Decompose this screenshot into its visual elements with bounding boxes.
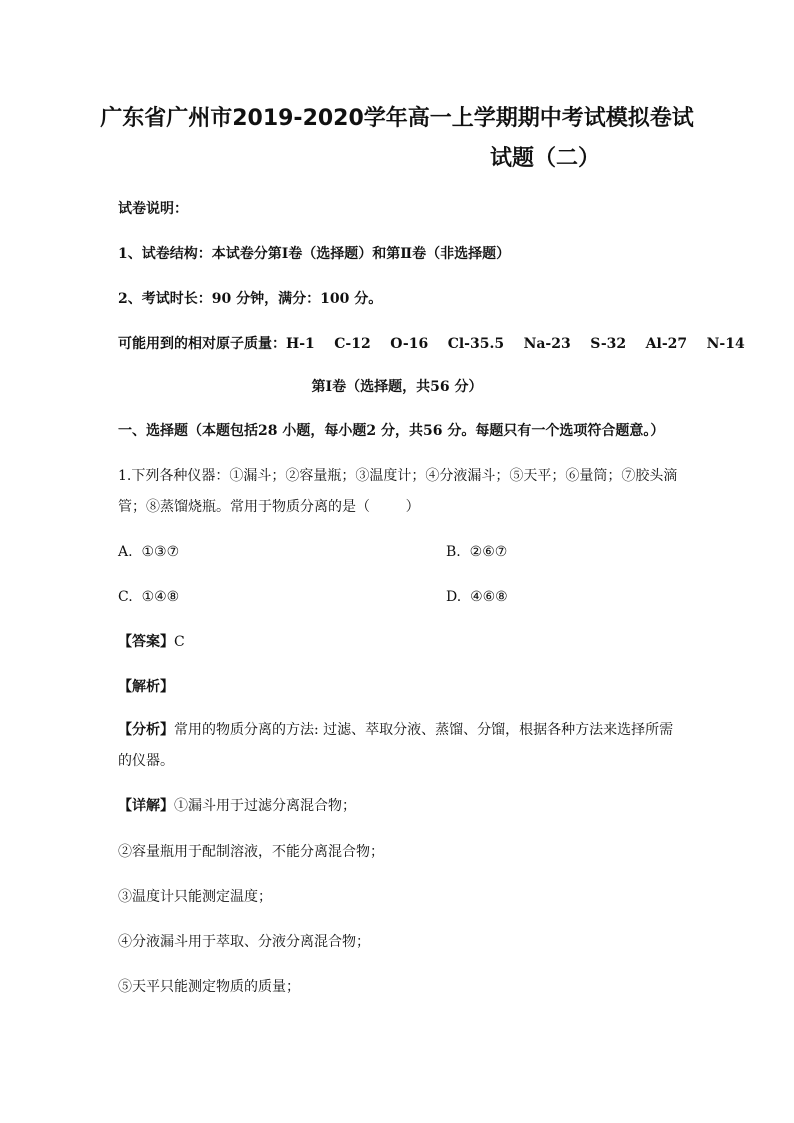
answer-line [118, 635, 185, 649]
instruction-structure: 1、试卷结构：本试卷分第Ⅰ卷（选择题）和第Ⅱ卷（非选择题） [118, 246, 511, 262]
atomic-mass-list: 可能用到的相对原子质量：H-1 C-12 O-16 Cl-35.5 Na-23 S-32 Al-27 N-14 [118, 336, 745, 352]
instructions-heading: 试卷说明： [118, 201, 188, 217]
answer-label: 【答案】 [118, 634, 174, 650]
question-1-option-d: D. ④⑥⑧ [446, 589, 508, 605]
instruction-duration: 2、考试时长：90 分钟，满分：100 分。 [118, 291, 383, 307]
question-1-option-c: C. ①④⑧ [118, 589, 180, 605]
xiangjie-label: 【详解】 [118, 798, 174, 814]
analysis-label: 【解析】 [118, 679, 174, 695]
question-1-option-a: A. ①③⑦ [118, 544, 180, 560]
fenxi-line-1 [118, 723, 673, 737]
answer-value: C [174, 634, 185, 650]
fenxi-text: 常用的物质分离的方法: 过滤、萃取分液、蒸馏、分馏，根据各种方法来选择所需 [174, 722, 674, 738]
document-title-line-1: 广东省广州市2019-2020学年高一上学期期中考试模拟卷试 [100, 106, 694, 131]
detail-line-5: ⑤天平只能测定物质的质量； [118, 979, 300, 995]
fenxi-line-2: 的仪器。 [118, 753, 174, 769]
detail-line-3: ③温度计只能测定温度； [118, 889, 272, 905]
detail-line-4: ④分液漏斗用于萃取、分液分离混合物； [118, 934, 370, 950]
question-1-stem-line-2: 管；⑧蒸馏烧瓶。常用于物质分离的是（ ） [118, 499, 420, 515]
part-one-heading: 第Ⅰ卷（选择题，共56 分） [311, 379, 483, 395]
question-1-stem-line-1: 1.下列各种仪器：①漏斗；②容量瓶；③温度计；④分液漏斗；⑤天平；⑥量筒；⑦胶头滴 [118, 468, 678, 484]
question-1-option-b: B. ②⑥⑦ [446, 544, 508, 560]
document-title-line-2: 试题（二） [489, 146, 600, 171]
section-one-heading: 一、选择题（本题包括28 小题，每小题2 分，共56 分。每题只有一个选项符合题意。） [118, 423, 665, 439]
fenxi-label: 【分析】 [118, 722, 174, 738]
xiangjie-text: ①漏斗用于过滤分离混合物； [174, 798, 356, 814]
detail-line-2: ②容量瓶用于配制溶液，不能分离混合物； [118, 844, 384, 860]
xiangjie-line-1 [118, 799, 356, 813]
